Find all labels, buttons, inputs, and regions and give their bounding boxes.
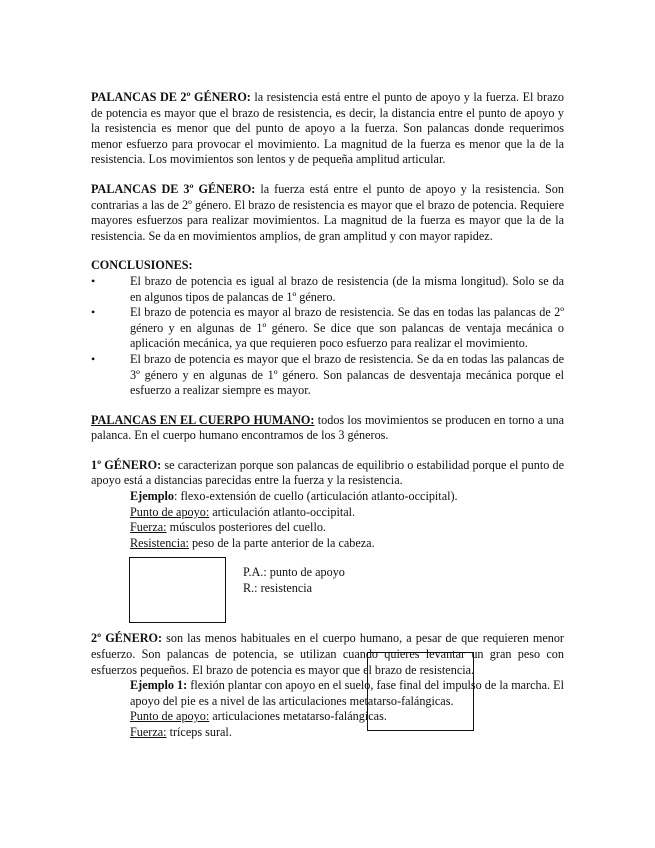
paragraph-primer-genero [91, 458, 564, 489]
ejemplo-line [91, 489, 564, 505]
heading-tercer-genero: PALANCAS DE 3º GÉNERO: [91, 181, 256, 196]
heading-cuerpo-humano: PALANCAS EN EL CUERPO HUMANO: [91, 412, 315, 427]
resistencia-line [91, 536, 564, 552]
list-item-text: El brazo de potencia es igual al brazo de resistencia (de la misma longitud). Solo se da en algunos tipos de palancas de 1º género. [130, 273, 564, 304]
paragraph-cuerpo-humano [91, 413, 564, 444]
conclusiones-section [91, 258, 564, 398]
primer-genero-section [91, 458, 564, 626]
text-segundo-genero-cuerpo: son las menos habituales en el cuerpo humano, a pesar de que requieren menor esfuerzo. Son palancas de potencia, se utilizan cuando quieres levantar un gran peso con esfuerzos pequeños. El brazo de potencia es mayor que el brazo de resistencia. [91, 631, 564, 677]
legend-r: R.: resistencia [243, 581, 313, 596]
list-item [91, 305, 564, 352]
conclusiones-list [91, 274, 564, 399]
text-segundo-genero: la resistencia está entre el punto de apoyo y la fuerza. El brazo de potencia es mayor que el brazo de resistencia, es decir, la distancia entre el punto de apoyo y la resistencia es menor que del punto de apoyo a la fuerza. Son palancas donde requerimos menor esfuerzo para provocar el movimiento. La magnitud de la fuerza es menor que la de la resistencia. Los movimientos son lentos y de pequeña amplitud articular. [91, 90, 564, 167]
heading-segundo-genero: PALANCAS DE 2º GÉNERO: [91, 90, 251, 104]
segundo-genero-cuerpo-section [91, 631, 564, 740]
list-item [91, 352, 564, 399]
resistencia-label: Resistencia: [130, 535, 189, 550]
bullet-icon: • [91, 351, 96, 366]
paragraph-segundo-genero-cuerpo [91, 631, 564, 678]
fuerza-line [91, 725, 564, 741]
apoyo-line [91, 709, 564, 725]
ejemplo-text: : flexo-extensión de cuello (articulación atlanto-occipital). [174, 489, 458, 504]
text-cuerpo-humano: todos los movimientos se producen en torno a una palanca. En el cuerpo humano encontramos de los 3 géneros. [91, 412, 564, 443]
figure-legend [243, 565, 345, 596]
ejemplo-line [91, 678, 564, 709]
heading-primer-genero: 1º GÉNERO: [91, 457, 162, 472]
bullet-icon: • [91, 273, 96, 288]
text-tercer-genero: la fuerza está entre el punto de apoyo y la resistencia. Son contrarias a las de 2º género. El brazo de resistencia es mayor que el brazo de potencia. Requiere mayores esfuerzos para realizar movimientos. La magnitud de la fuerza es mayor que la de la resistencia. Se da en movimientos amplios, de gran amplitud y con mayor rapidez. [91, 181, 564, 243]
apoyo-text: articulaciones metatarso-falángicas. [209, 709, 387, 724]
text-primer-genero: se caracterizan porque son palancas de equilibrio o estabilidad porque el punto de apoyo está a distancias parecidas entre la fuerza y la resistencia. [91, 457, 564, 488]
list-item-text: El brazo de potencia es mayor que el brazo de resistencia. Se da en todas las palancas de 3º género y en algunas de 1º género. Son palancas de desventaja mecánica porque el esfuerzo a realizar siempre es mayor. [130, 351, 564, 398]
paragraph-segundo-genero [91, 90, 564, 168]
list-item [91, 274, 564, 305]
heading-conclusiones: CONCLUSIONES: [91, 258, 193, 273]
figure-placeholder [129, 557, 226, 623]
legend-pa: P.A.: punto de apoyo [243, 565, 345, 580]
apoyo-text: articulación atlanto-occipital. [209, 504, 356, 519]
fuerza-line [91, 520, 564, 536]
bullet-icon: • [91, 305, 96, 320]
figure-placeholder-2 [367, 652, 474, 731]
apoyo-label: Punto de apoyo: [130, 504, 210, 519]
ejemplo-label: Ejemplo [130, 489, 175, 504]
fuerza-label: Fuerza: [130, 520, 167, 535]
list-item-text: El brazo de potencia es mayor al brazo de resistencia. Se das en todas las palancas de 2º género y en algunas de 1º género. Se dice que son palancas de ventaja mecánica o aplicación mecánica, ya que requieren poco esfuerzo para realizar el movimiento. [130, 305, 564, 351]
ejemplo-text: flexión plantar con apoyo en el suelo, fase final del impulso de la marcha. El apoyo del pie es a nivel de las articulaciones metatarso-falángicas. [130, 678, 564, 708]
fuerza-label: Fuerza: [130, 725, 167, 739]
apoyo-line [91, 505, 564, 521]
document-page [91, 90, 564, 741]
resistencia-text: peso de la parte anterior de la cabeza. [188, 535, 375, 550]
fuerza-text: músculos posteriores del cuello. [166, 520, 326, 535]
ejemplo-label: Ejemplo 1: [130, 678, 188, 693]
paragraph-tercer-genero [91, 182, 564, 244]
figure-row [91, 557, 564, 625]
fuerza-text: tríceps sural. [166, 725, 232, 739]
heading-segundo-genero-cuerpo: 2º GÉNERO: [91, 631, 163, 646]
apoyo-label: Punto de apoyo: [130, 709, 210, 724]
